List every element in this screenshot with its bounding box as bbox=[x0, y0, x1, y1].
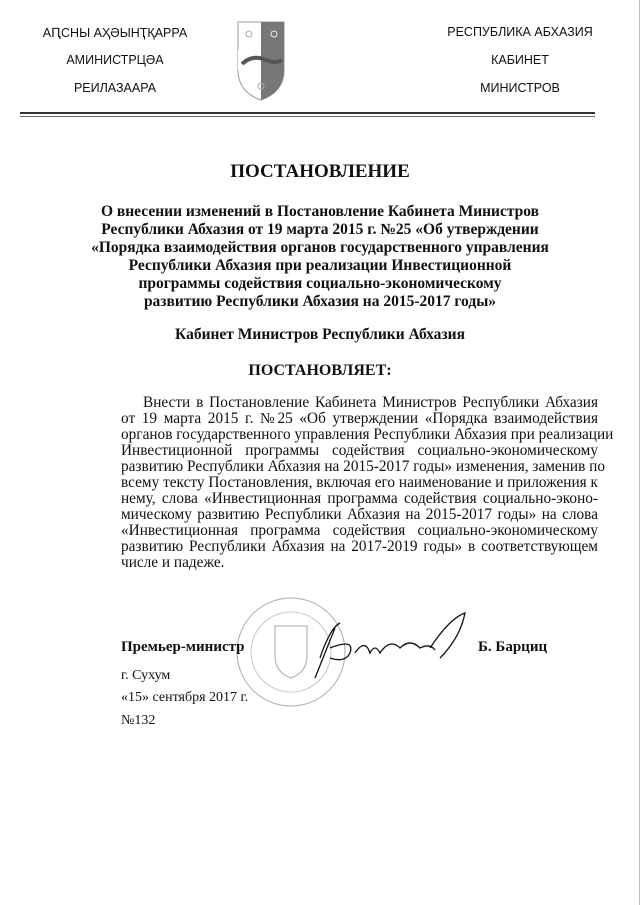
body-line: мическому развитию Республики Абхазия на 2015-2017 годы» на слова bbox=[121, 506, 598, 523]
document-number: №132 bbox=[121, 713, 156, 728]
body-line: всему тексту Постановления, включая его наименование и приложения к bbox=[121, 474, 598, 491]
body-line: от 19 марта 2015 г. №25 «Об утверждении «Порядка взаимодействия bbox=[121, 410, 598, 427]
header-left-2: АМИНИСТРЦӘА bbox=[66, 53, 164, 67]
body-line: «Инвестиционная программа содействия социально-экономическому bbox=[121, 522, 598, 539]
coat-of-arms-emblem bbox=[236, 20, 286, 102]
date: «15» сентября 2017 г. bbox=[121, 690, 249, 705]
header-right-1: РЕСПУБЛИКА АБХАЗИЯ bbox=[447, 25, 593, 39]
issuer: Кабинет Министров Республики Абхазия bbox=[175, 326, 465, 343]
subject-line: Республики Абхазия при реализации Инвестиционной bbox=[128, 257, 512, 274]
body-line: числе и падеже. bbox=[121, 554, 225, 571]
body-line: органов государственного управления Республики Абхазия при реализации bbox=[121, 426, 614, 443]
signatory-position: Премьер-министр bbox=[121, 639, 245, 655]
body-line: нему, слова «Инвестиционная программа содействия социально-эконо- bbox=[121, 490, 598, 507]
body-line: Внести в Постановление Кабинета Министров Республики Абхазия bbox=[143, 394, 598, 411]
decrees-heading: ПОСТАНОВЛЯЕТ: bbox=[248, 362, 392, 379]
subject-line: программы содействия социально-экономическому bbox=[138, 275, 502, 292]
subject-line: развитию Республики Абхазия на 2015-2017 годы» bbox=[143, 293, 497, 310]
header-right-2: КАБИНЕТ bbox=[491, 53, 549, 67]
subject-line: «Порядка взаимодействия органов государственного управления bbox=[91, 239, 549, 256]
header-divider bbox=[20, 112, 595, 114]
body-line: Инвестиционной программы содействия социально-экономическому bbox=[121, 442, 598, 459]
signatory-name: Б. Барциц bbox=[478, 639, 548, 655]
body-line: развитию Республики Абхазия на 2015-2017 годы» изменения, заменив по bbox=[121, 458, 605, 475]
city: г. Сухум bbox=[121, 668, 171, 683]
handwritten-signature bbox=[310, 608, 470, 683]
header-right-3: МИНИСТРОВ bbox=[480, 81, 560, 95]
subject-line: О внесении изменений в Постановление Кабинета Министров bbox=[100, 203, 540, 220]
subject-line: Республики Абхазия от 19 марта 2015 г. №25 «Об утверждении bbox=[101, 221, 539, 238]
header-divider-thin bbox=[20, 116, 595, 117]
document-title: ПОСТАНОВЛЕНИЕ bbox=[230, 161, 410, 182]
header-left-1: АԤСНЫ АҲӘЫНҬҚАРРА bbox=[42, 26, 188, 40]
body-text bbox=[121, 394, 614, 571]
body-line: развитию Республики Абхазия на 2017-2019 годы» в соответствующем bbox=[121, 538, 598, 555]
header-left-3: РЕИЛАЗААРА bbox=[73, 81, 157, 95]
